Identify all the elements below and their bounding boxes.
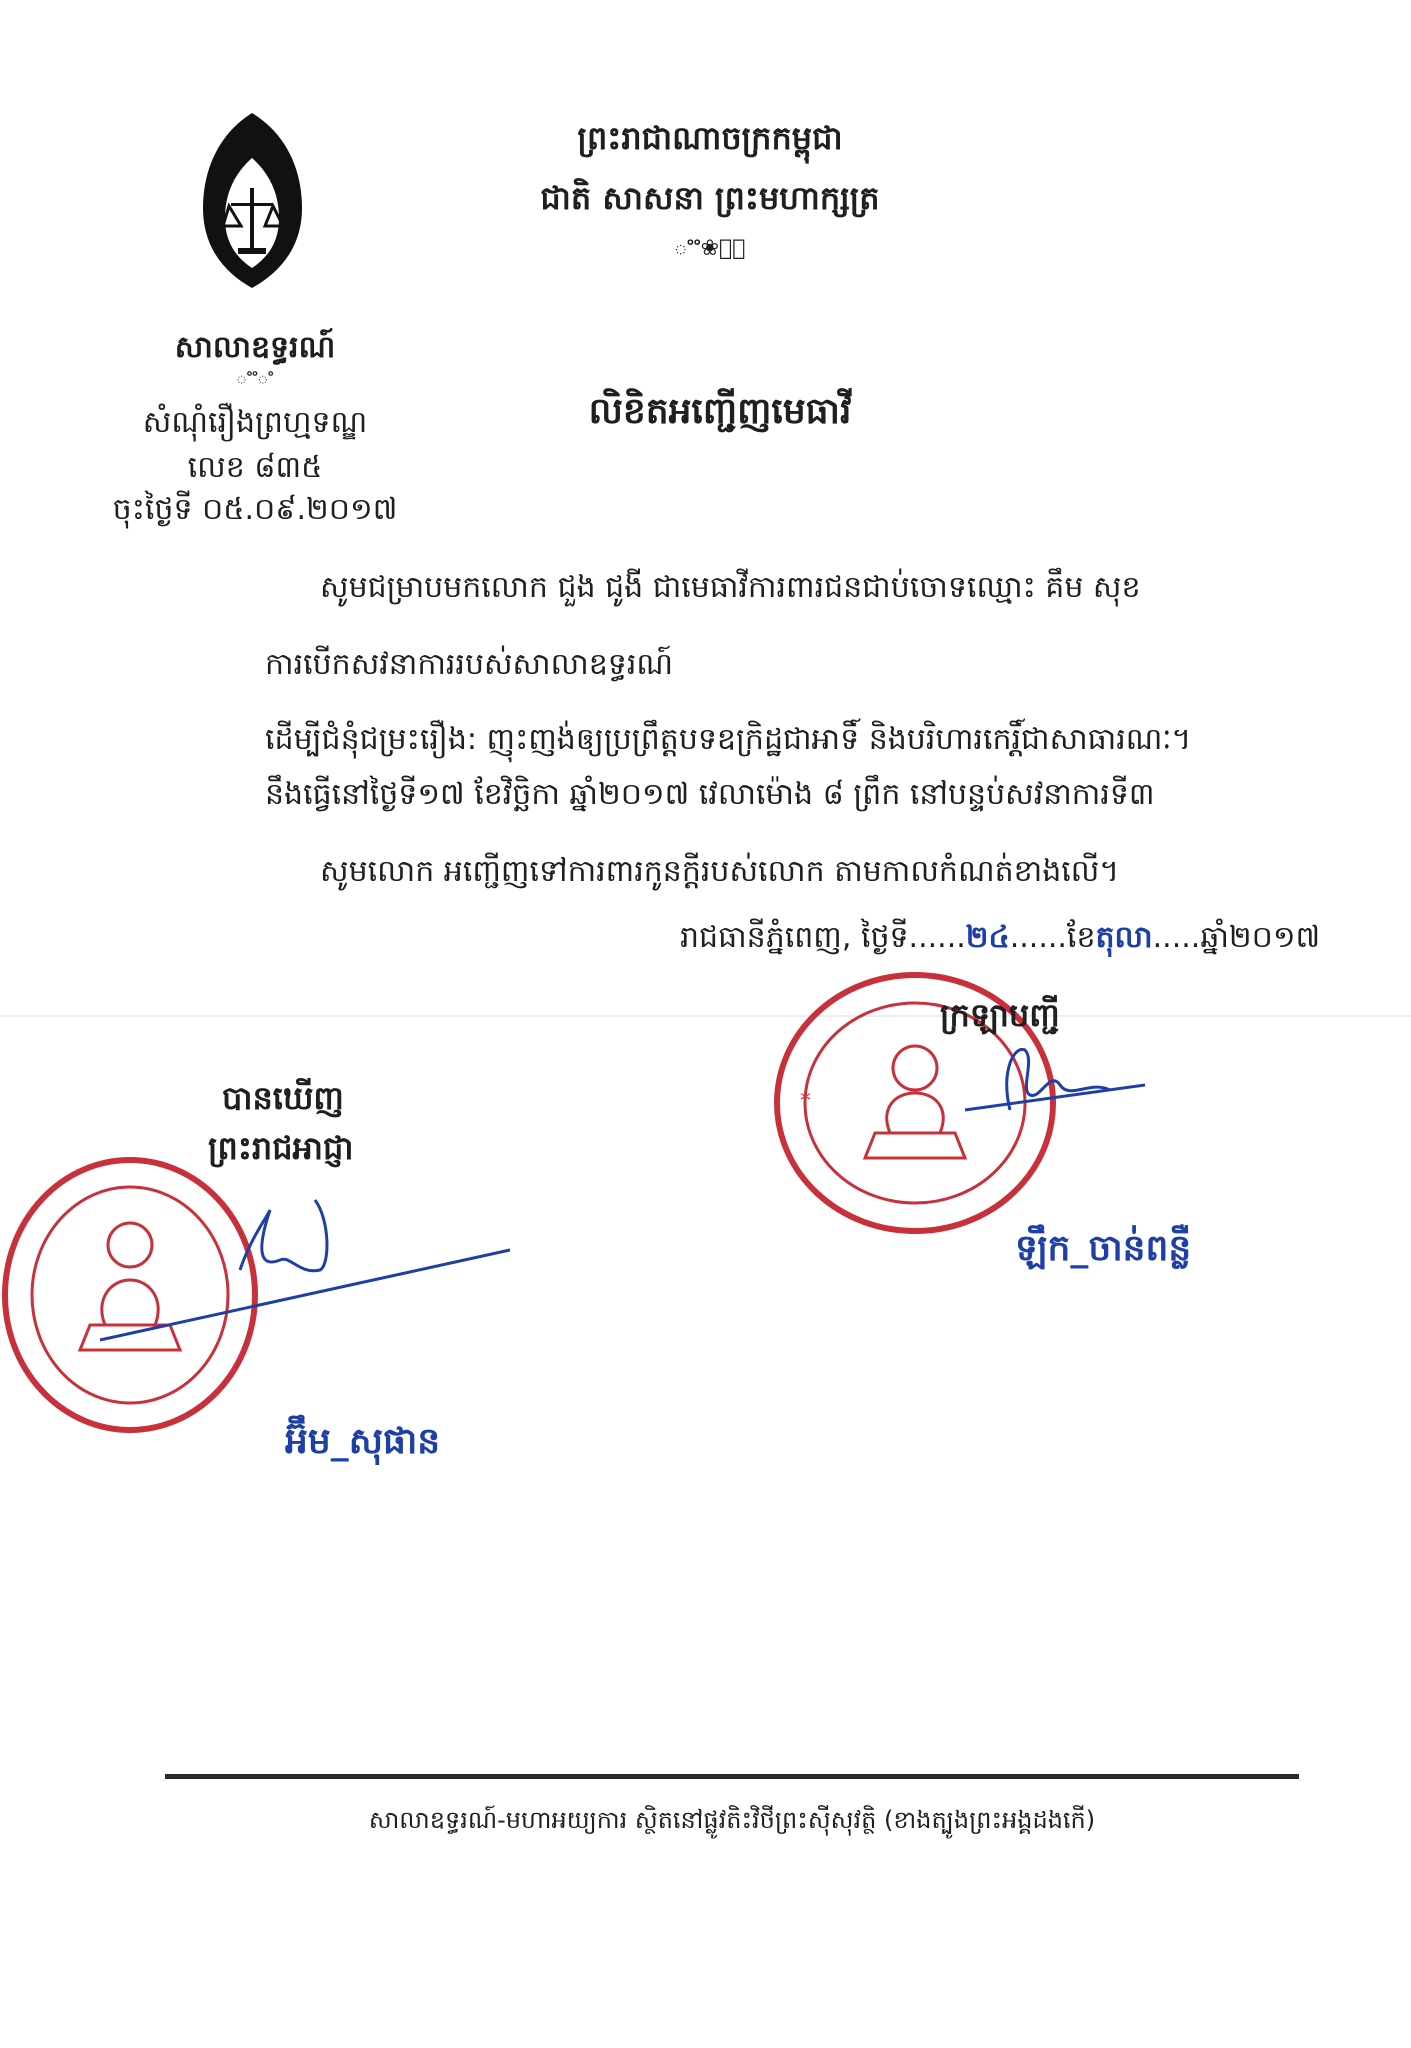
date-month: តុលា: [1095, 920, 1153, 955]
clerk-signature: [960, 1040, 1150, 1120]
paper-fold: [0, 1015, 1411, 1017]
seen-label: បានឃើញ: [222, 1079, 344, 1117]
case-type: សំណុំរឿងព្រហ្មទណ្ឌ: [142, 405, 368, 440]
prosecutor-title: ព្រះរាជអាជ្ញា: [208, 1129, 354, 1167]
date-year: .....ឆ្នាំ២០១៧: [1152, 920, 1321, 955]
court-ornament: ೳೳೳ: [236, 368, 274, 389]
body-line-4: នឹងធ្វើនៅថ្ងៃទី១៧ ខែវិច្ឆិកា ឆ្នាំ២០១៧ វេលាម៉ោង ៨ ព្រឹក នៅបន្ទប់សវនាការទី៣: [265, 777, 1155, 812]
court-name: សាលាឧទ្ធរណ៍: [174, 330, 336, 365]
body-line-5: សូមលោក អញ្ជើញទៅការពារកូនក្តីរបស់លោក តាមកាលកំណត់ខាងលើ។: [320, 854, 1120, 889]
date-day: ២៤: [965, 920, 1010, 955]
case-number: លេខ ៨៣៥: [187, 450, 323, 485]
prosecutor-name: អ៊ឹម_សុផាន: [285, 1421, 441, 1462]
date-place: រាជធានីភ្នំពេញ, ថ្ងៃទី......: [680, 920, 966, 955]
prosecutor-signature: [90, 1160, 510, 1350]
body-line-2: ការបើកសវនាការរបស់សាលាឧទ្ធរណ៍: [265, 647, 673, 682]
court-emblem-icon: [195, 108, 310, 293]
date-month-prefix: ......ខែ: [1009, 920, 1096, 955]
svg-text:*: *: [800, 1089, 811, 1114]
national-motto: ជាតិ សាសនា ព្រះមហាក្សត្រ: [540, 179, 880, 217]
footer-address: សាលាឧទ្ធរណ៍-មហាអយ្យការ ស្ថិតនៅផ្លូវតិះវិថីព្រះស៊ីសុវត្ថិ (ខាងត្បូងព្រះអង្គដងកើ): [368, 1806, 1096, 1834]
kingdom-heading: ព្រះរាជាណាចក្រកម្ពុជា: [577, 119, 843, 157]
letterhead-ornament: ೳೳ❀ೳೳ: [674, 236, 746, 261]
clerk-title: ក្រឡាបញ្ជី: [940, 996, 1060, 1034]
document-title: លិខិតអញ្ជើញមេធាវី: [588, 391, 852, 432]
clerk-name: ឡឹក_ចាន់ពន្លឺ: [1015, 1228, 1192, 1269]
body-line-3: ដើម្បីជំនុំជម្រះរឿង: ញុះញង់ឲ្យប្រព្រឹត្តបទឧក្រិដ្ឋជាអាទិ៍ និងបរិហារកេរ្តិ៍ជាសាធារណៈ។: [265, 722, 1192, 757]
footer-rule: [165, 1774, 1299, 1779]
case-date: ចុះថ្ងៃទី ០៥.០៩.២០១៧: [112, 492, 398, 527]
date-line: [680, 918, 1320, 962]
body-line-1: សូមជម្រាបមកលោក ជួង ជូងី ជាមេធាវីការពារជនជាប់ចោទឈ្មោះ គឹម សុខ: [320, 570, 1141, 605]
